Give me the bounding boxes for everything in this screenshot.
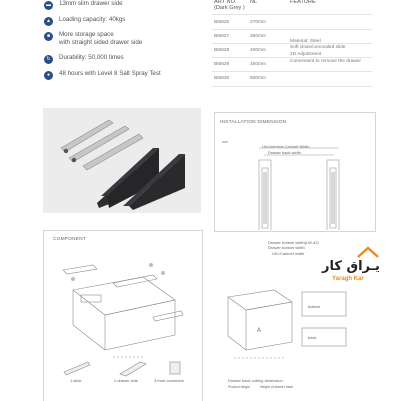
feature-text: Durability: 50,000 times <box>59 54 124 61</box>
caption-slide: 1.slide <box>70 378 82 383</box>
caption-front-connector: 3.front connector <box>154 378 185 383</box>
component-parts-drawing <box>60 356 200 378</box>
table-divider <box>212 14 372 15</box>
storage-icon: ■ <box>44 32 53 41</box>
back-part-label: back <box>308 335 317 340</box>
feature-line: 2D Adjustment <box>290 52 322 57</box>
caption-drawer-side: 2.drawer side <box>114 378 139 383</box>
table-divider <box>212 71 372 72</box>
table-header-art: ART NO. <box>214 0 237 5</box>
feature-line: Soft close/concealed slide <box>290 45 346 50</box>
table-header-feature: FEATURE <box>290 0 316 5</box>
feature-text: 48 hours with Level 8 Salt Spray Test <box>59 70 161 77</box>
table-cell-art: BI6630 <box>214 76 230 81</box>
feature-line: Convenient to remove the drawer <box>290 59 361 64</box>
cabinet-width-label: LW=Cabinet width <box>272 251 305 256</box>
table-cell-nl: 500mm <box>250 76 266 81</box>
drawer-back-label: Drawer back width <box>268 150 301 155</box>
table-divider <box>212 86 372 87</box>
feature-text: 13mm slim drawer side <box>59 0 123 7</box>
brand-name-arabic: یـراق کار <box>322 259 380 274</box>
durability-icon: ↻ <box>44 55 53 64</box>
internal-width-label: LW=Internal Cabinet Width <box>262 144 310 149</box>
drawer-product-illustration <box>43 108 201 213</box>
table-header-art-sub: (Dark Grey ) <box>214 5 245 11</box>
table-cell-nl: 400mm <box>250 48 266 53</box>
component-title: COMPONENT <box>53 237 86 242</box>
table-header-nl: NL <box>250 0 258 5</box>
brand-logo <box>318 245 382 287</box>
cutting-caption: Drawer back cutting dimension <box>228 378 283 383</box>
table-cell-nl: 350mm <box>250 34 266 39</box>
table-cell-art: BI6629 <box>214 62 230 67</box>
component-exploded-drawing <box>43 245 201 370</box>
bottom-width-label: Drawer bottom width(LW-42) <box>268 240 319 245</box>
feature-line: Material: Steel <box>290 39 321 44</box>
drawer-icon: ▬ <box>46 2 51 8</box>
cutting-sub-back-height: Height of drawer back <box>260 385 293 389</box>
installation-drawing <box>214 112 374 230</box>
table-cell-nl: 450mm <box>250 62 266 67</box>
feature-item <box>44 0 123 10</box>
feature-item <box>44 70 161 80</box>
bottom-part-label: bottom <box>308 304 321 309</box>
table-cell-art: BI6626 <box>214 20 230 25</box>
bottom-width-label-2: Drawer bottom width <box>268 245 305 250</box>
unit-label: mm <box>222 140 228 144</box>
feature-text: Loading capacity: 40kgs <box>59 16 126 23</box>
table-cell-art: BI6628 <box>214 48 230 53</box>
spray-icon: ● <box>44 71 53 80</box>
table-cell-art: BI6627 <box>214 34 230 39</box>
table-divider <box>212 57 372 58</box>
product-photo <box>43 108 201 213</box>
feature-item <box>44 16 125 26</box>
feature-text: More storage space with straight sided drawer side <box>59 31 143 46</box>
table-divider <box>212 29 372 30</box>
feature-item <box>44 54 124 64</box>
installation-title: INSTALLATION DIMENSION <box>220 120 287 125</box>
feature-item <box>44 31 142 46</box>
weight-icon: ▲ <box>44 17 53 26</box>
brand-name-latin: Yaragh Kar <box>332 276 364 282</box>
table-cell-nl: 270mm <box>250 20 266 25</box>
svg-text:A: A <box>257 328 262 334</box>
cutting-sub-product-height: Product height <box>228 385 250 389</box>
